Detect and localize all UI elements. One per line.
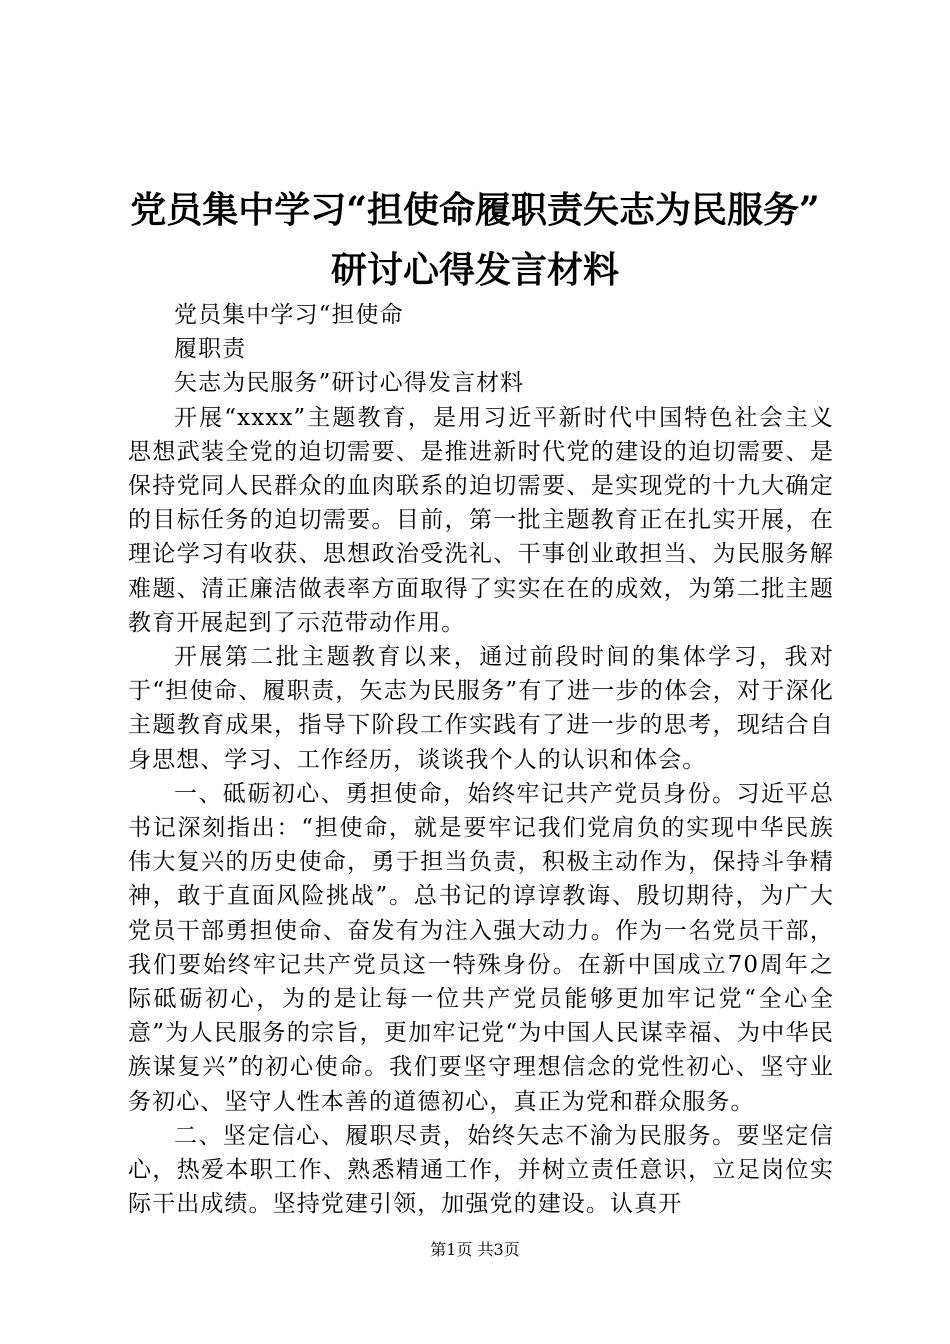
paragraph: 开展“xxxx”主题教育，是用习近平新时代中国特色社会主义思想武装全党的迫切需要、是推进新时代党的建设的迫切需要、是保持党同人民群众的血肉联系的迫切需要、是实现党的十九大确定的目标任务的迫切需要。目前，第一批主题教育正在扎实开展，在理论学习有收获、思想政治受洗礼、干事创业敢担当、为民服务解难题、清正廉洁做表率方面取得了实实在在的成效，为第二批主题教育开展起到了示范带动作用。 bbox=[128, 404, 834, 636]
document-title-line-1: 党员集中学习“担使命履职责矢志为民服务” bbox=[130, 189, 820, 231]
paragraph: 开展第二批主题教育以来，通过前段时间的集体学习，我对于“担使命、履职责，矢志为民服务”有了进一步的体会，对于深化主题教育成果，指导下阶段工作实践有了进一步的思考，现结合自身思想、学习、工作经历，谈谈我个人的认识和体会。 bbox=[128, 644, 834, 773]
page-number-footer: 第1页 共3页 bbox=[430, 1240, 520, 1259]
document-title-line-2: 研讨心得发言材料 bbox=[330, 249, 619, 291]
paragraph: 履职责 bbox=[174, 336, 247, 363]
paragraph: 一、砥砺初心、勇担使命，始终牢记共产党员身份。习近平总书记深刻指出：“担使命，就是要牢记我们党肩负的实现中华民族伟大复兴的历史使命，勇于担当负责，积极主动作为，保持斗争精神，敢于直面风险挑战”。总书记的谆谆教诲、殷切期待，为广大党员干部勇担使命、奋发有为注入强大动力。作为一名党员干部，我们要始终牢记共产党员这一特殊身份。在新中国成立70周年之际砥砺初心，为的是让每一位共产党员能够更加牢记党“全心全意”为人民服务的宗旨，更加牢记党“为中国人民谋幸福、为中华民族谋复兴”的初心使命。我们要坚守理想信念的党性初心、坚守业务初心、坚守人性本善的道德初心，真正为党和群众服务。 bbox=[128, 780, 834, 1115]
paragraph: 党员集中学习“担使命 bbox=[174, 302, 404, 328]
paragraph: 二、坚定信心、履职尽责，始终矢志不渝为民服务。要坚定信心，热爱本职工作、熟悉精通工作，并树立责任意识，立足岗位实际干出成绩。坚持党建引领，加强党的建设。认真开 bbox=[128, 1122, 834, 1218]
document-body bbox=[128, 298, 834, 1221]
paragraph: 矢志为民服务”研讨心得发言材料 bbox=[174, 370, 525, 397]
